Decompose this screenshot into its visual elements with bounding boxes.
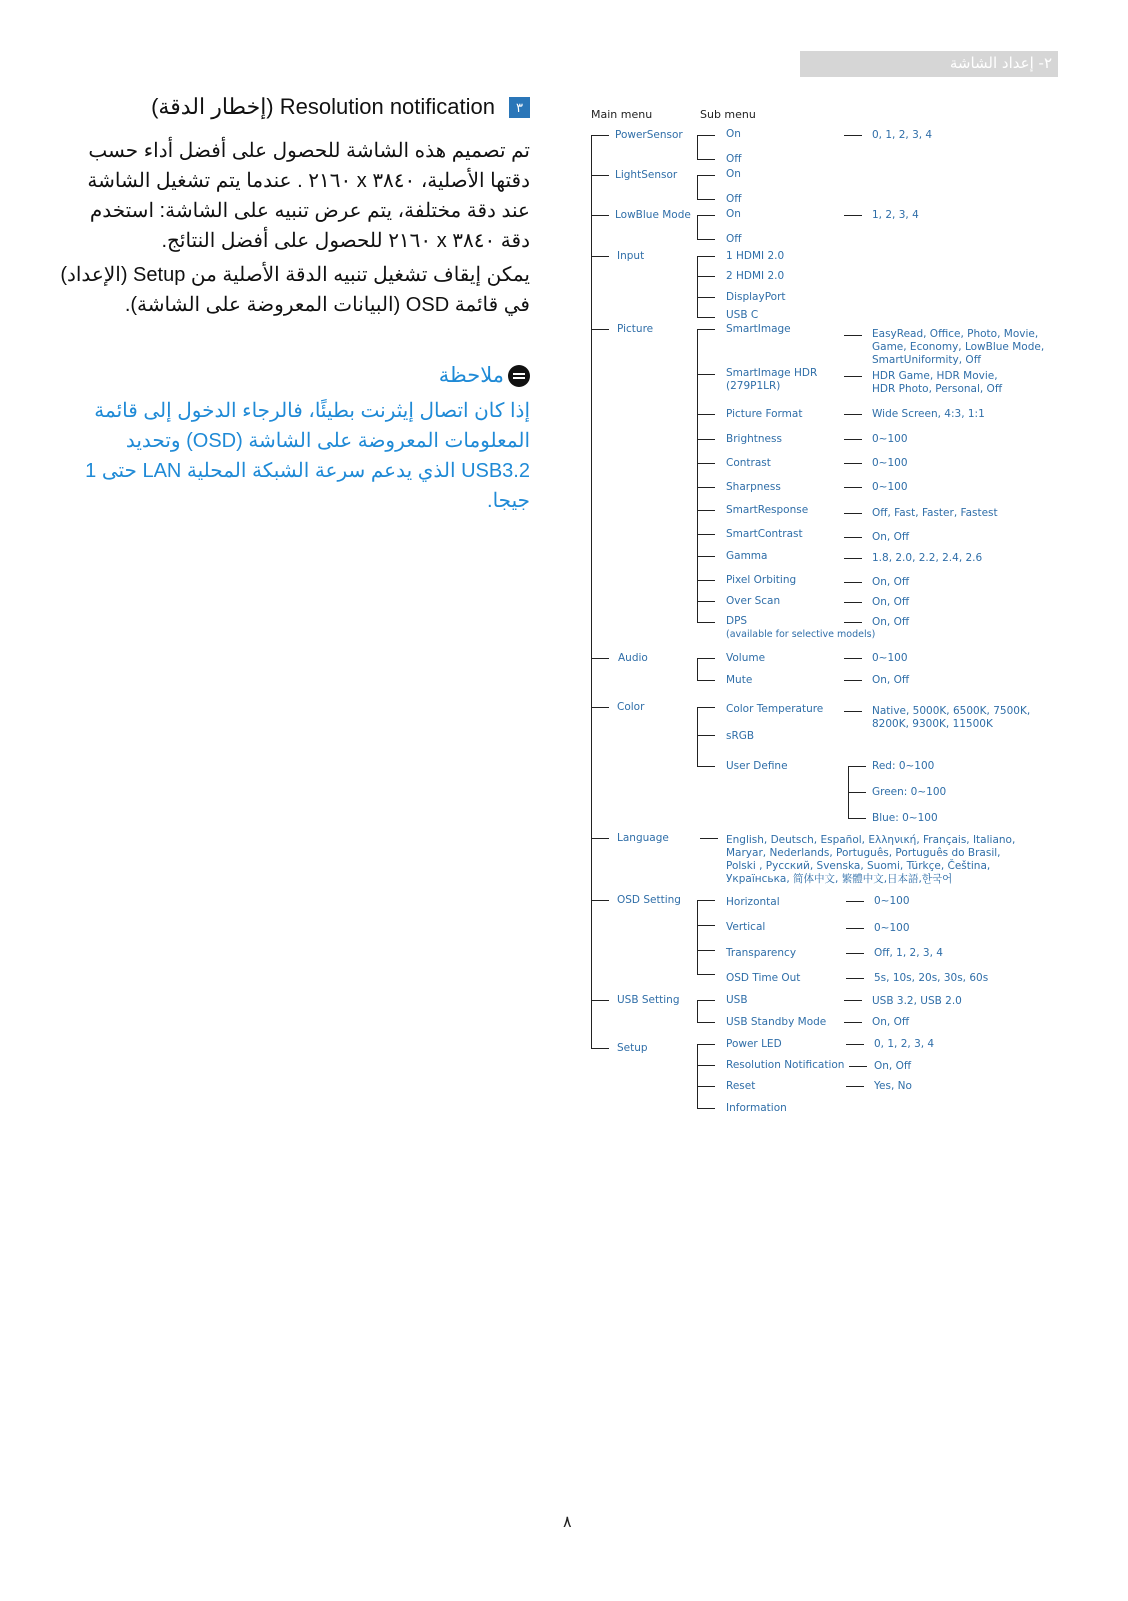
sub-item-usb-c: USB C bbox=[726, 309, 759, 321]
main-item-language: Language bbox=[617, 832, 669, 844]
sub-spine-line bbox=[697, 900, 698, 974]
sub-spine-line bbox=[697, 1044, 698, 1108]
sub-item-reset: Reset bbox=[726, 1080, 756, 1092]
sub-item-dps: DPS bbox=[726, 615, 748, 627]
value-smartimage: EasyRead, Office, Photo, Movie, Game, Economy, LowBlue Mode, SmartUniformity, Off bbox=[872, 328, 1045, 366]
sub-item-resolution-notification: Resolution Notification bbox=[726, 1059, 845, 1071]
value-line bbox=[844, 711, 862, 712]
branch-line bbox=[591, 1000, 609, 1001]
branch-line bbox=[697, 1000, 715, 1001]
branch-line bbox=[848, 792, 866, 793]
value-line bbox=[844, 135, 862, 136]
branch-line bbox=[697, 159, 715, 160]
sub-menu-header: Sub menu bbox=[700, 108, 756, 121]
main-item-audio: Audio bbox=[618, 652, 648, 664]
value-line bbox=[844, 1000, 862, 1001]
main-item-usb-setting: USB Setting bbox=[617, 994, 680, 1006]
branch-line bbox=[591, 707, 609, 708]
value-blue: Blue: 0~100 bbox=[872, 812, 938, 824]
value-line bbox=[846, 953, 864, 954]
sub-item-horizontal: Horizontal bbox=[726, 896, 780, 908]
value-picture-format: Wide Screen, 4:3, 1:1 bbox=[872, 408, 985, 420]
sub-item-color-temperature: Color Temperature bbox=[726, 703, 824, 715]
value-usb: USB 3.2, USB 2.0 bbox=[872, 995, 962, 1007]
branch-line bbox=[697, 622, 715, 623]
branch-line bbox=[697, 175, 715, 176]
sub-item-smartresponse: SmartResponse bbox=[726, 504, 809, 516]
sub-spine-line bbox=[697, 329, 698, 622]
sub-item-hdmi-1: 1 HDMI 2.0 bbox=[726, 250, 785, 262]
sub-item-lightsensor-off: Off bbox=[726, 193, 742, 205]
value-line bbox=[844, 487, 862, 488]
note-heading bbox=[439, 363, 530, 388]
note-title: ملاحظة bbox=[438, 364, 504, 387]
branch-line bbox=[591, 658, 609, 659]
sub-item-pixel-orbiting: Pixel Orbiting bbox=[726, 574, 797, 586]
value-reset: Yes, No bbox=[874, 1080, 912, 1092]
value-brightness: 0~100 bbox=[872, 433, 908, 445]
value-usb-standby: On, Off bbox=[872, 1016, 910, 1028]
main-menu-header: Main menu bbox=[591, 108, 653, 121]
branch-line bbox=[697, 487, 715, 488]
value-line bbox=[844, 439, 862, 440]
value-dps: On, Off bbox=[872, 616, 910, 628]
sub-item-mute: Mute bbox=[726, 674, 753, 686]
branch-line bbox=[591, 900, 609, 901]
branch-line bbox=[697, 1044, 715, 1045]
sub-item-powersensor-on: On bbox=[726, 128, 741, 140]
branch-line bbox=[697, 439, 715, 440]
branch-line bbox=[697, 1086, 715, 1087]
branch-line bbox=[697, 1022, 715, 1023]
value-powersensor: 0, 1, 2, 3, 4 bbox=[872, 129, 933, 141]
branch-line bbox=[697, 329, 715, 330]
branch-line bbox=[697, 707, 715, 708]
branch-line bbox=[697, 510, 715, 511]
sub-item-srgb: sRGB bbox=[726, 730, 755, 742]
value-pixel-orbiting: On, Off bbox=[872, 576, 910, 588]
value-line bbox=[844, 463, 862, 464]
sub-spine-line bbox=[697, 135, 698, 159]
section-number: ٣ bbox=[509, 97, 530, 118]
value-line bbox=[844, 215, 862, 216]
branch-line bbox=[697, 374, 715, 375]
section-heading bbox=[151, 94, 530, 120]
main-item-powersensor: PowerSensor bbox=[615, 129, 683, 141]
value-smartimage-hdr: HDR Game, HDR Movie, HDR Photo, Personal, Off bbox=[872, 370, 1003, 395]
branch-line bbox=[697, 239, 715, 240]
branch-line bbox=[697, 463, 715, 464]
sub-spine-line bbox=[697, 175, 698, 199]
value-osd-time-out: 5s, 10s, 20s, 30s, 60s bbox=[874, 972, 989, 984]
value-lowblue: 1, 2, 3, 4 bbox=[872, 209, 919, 221]
main-item-setup: Setup bbox=[617, 1042, 648, 1054]
main-spine-line bbox=[591, 135, 592, 1049]
main-item-lightsensor: LightSensor bbox=[615, 169, 678, 181]
value-line bbox=[844, 376, 862, 377]
value-line bbox=[846, 978, 864, 979]
value-line bbox=[844, 1022, 862, 1023]
sub-item-power-led: Power LED bbox=[726, 1038, 782, 1050]
branch-line bbox=[697, 1065, 715, 1066]
branch-line bbox=[697, 534, 715, 535]
sub-spine-line bbox=[697, 1000, 698, 1022]
main-item-picture: Picture bbox=[617, 323, 654, 335]
branch-line bbox=[697, 680, 715, 681]
branch-line bbox=[697, 766, 715, 767]
sub-item-usb: USB bbox=[726, 994, 748, 1006]
branch-line bbox=[591, 175, 609, 176]
branch-line bbox=[697, 900, 715, 901]
value-sharpness: 0~100 bbox=[872, 481, 908, 493]
sub-item-displayport: DisplayPort bbox=[726, 291, 786, 303]
branch-line bbox=[591, 1048, 609, 1049]
sub-item-lowblue-off: Off bbox=[726, 233, 742, 245]
branch-line bbox=[697, 601, 715, 602]
value-green: Green: 0~100 bbox=[872, 786, 947, 798]
value-line bbox=[844, 602, 862, 603]
value-line bbox=[846, 928, 864, 929]
sub-item-user-define: User Define bbox=[726, 760, 788, 772]
value-over-scan: On, Off bbox=[872, 596, 910, 608]
sub-item-smartimage-hdr: SmartImage HDR (279P1LR) bbox=[726, 367, 818, 392]
main-item-osd-setting: OSD Setting bbox=[617, 894, 681, 906]
branch-line bbox=[697, 925, 715, 926]
value-line bbox=[846, 1044, 864, 1045]
branch-line bbox=[697, 658, 715, 659]
value-volume: 0~100 bbox=[872, 652, 908, 664]
branch-line bbox=[591, 838, 609, 839]
branch-line bbox=[591, 256, 609, 257]
value-vertical: 0~100 bbox=[874, 922, 910, 934]
value-smartresponse: Off, Fast, Faster, Fastest bbox=[872, 507, 998, 519]
dps-note: (available for selective models) bbox=[726, 629, 876, 640]
sub-spine-line bbox=[697, 256, 698, 317]
value-power-led: 0, 1, 2, 3, 4 bbox=[874, 1038, 935, 1050]
main-item-color: Color bbox=[617, 701, 645, 713]
main-item-input: Input bbox=[617, 250, 645, 262]
branch-line bbox=[697, 215, 715, 216]
sub-item-information: Information bbox=[726, 1102, 787, 1114]
value-line bbox=[844, 582, 862, 583]
sub-item-usb-standby-mode: USB Standby Mode bbox=[726, 1016, 827, 1028]
value-contrast: 0~100 bbox=[872, 457, 908, 469]
value-transparency: Off, 1, 2, 3, 4 bbox=[874, 947, 943, 959]
sub-item-transparency: Transparency bbox=[726, 947, 797, 959]
value-mute: On, Off bbox=[872, 674, 910, 686]
value-language: English, Deutsch, Español, Ελληνική, Français, Italiano, Maryar, Nederlands, Português, Português do Brasil, Polski , Русский, Svenska, Suomi, Türkçe, Čeština, Українська, 简体中文, 繁體中文,日本語,한국어 bbox=[726, 834, 1016, 885]
value-line bbox=[844, 680, 862, 681]
sub-item-brightness: Brightness bbox=[726, 433, 782, 445]
sub-item-contrast: Contrast bbox=[726, 457, 771, 469]
sub-item-lightsensor-on: On bbox=[726, 168, 741, 180]
branch-line bbox=[697, 256, 715, 257]
branch-line bbox=[697, 974, 715, 975]
branch-line bbox=[591, 215, 609, 216]
value-red: Red: 0~100 bbox=[872, 760, 935, 772]
value-line bbox=[846, 901, 864, 902]
value-line bbox=[846, 1086, 864, 1087]
branch-line bbox=[697, 199, 715, 200]
value-line bbox=[844, 622, 862, 623]
section-title: Resolution notification (إخطار الدقة) bbox=[151, 94, 495, 119]
value-color-temperature: Native, 5000K, 6500K, 7500K, 8200K, 9300K, 11500K bbox=[872, 705, 1031, 730]
note-icon bbox=[508, 365, 530, 387]
page-number: ٨ bbox=[563, 1512, 572, 1531]
value-gamma: 1.8, 2.0, 2.2, 2.4, 2.6 bbox=[872, 552, 983, 564]
branch-line bbox=[697, 1108, 715, 1109]
value-line bbox=[844, 414, 862, 415]
sub-spine-line bbox=[697, 707, 698, 766]
sub-item-sharpness: Sharpness bbox=[726, 481, 781, 493]
branch-line bbox=[848, 766, 866, 767]
branch-line bbox=[697, 276, 715, 277]
chapter-header bbox=[800, 51, 1058, 77]
sub-item-osd-time-out: OSD Time Out bbox=[726, 972, 801, 984]
value-resolution-notification: On, Off bbox=[874, 1060, 912, 1072]
sub-item-smartcontrast: SmartContrast bbox=[726, 528, 803, 540]
sub-item-lowblue-on: On bbox=[726, 208, 741, 220]
branch-line bbox=[697, 580, 715, 581]
sub-item-smartimage: SmartImage bbox=[726, 323, 791, 335]
branch-line bbox=[697, 556, 715, 557]
branch-line bbox=[700, 838, 718, 839]
sub-item-over-scan: Over Scan bbox=[726, 595, 781, 607]
branch-line bbox=[697, 414, 715, 415]
branch-line bbox=[697, 735, 715, 736]
value-line bbox=[844, 513, 862, 514]
branch-line bbox=[697, 297, 715, 298]
value-line bbox=[849, 1066, 867, 1067]
note-body: إذا كان اتصال إيثرنت بطيئًا، فالرجاء الدخول إلى قائمة المعلومات المعروضة على الشاشة (OSD) وتحديد USB3.2 الذي يدعم سرعة الشبكة المحلية LAN حتى 1 جيجا. bbox=[85, 400, 530, 512]
sub-item-powersensor-off: Off bbox=[726, 153, 742, 165]
sub-item-picture-format: Picture Format bbox=[726, 408, 803, 420]
branch-line bbox=[591, 329, 609, 330]
value-horizontal: 0~100 bbox=[874, 895, 910, 907]
paragraph-setup: يمكن إيقاف تشغيل تنبيه الدقة الأصلية من Setup (الإعداد) في قائمة OSD (البيانات المعروضة على الشاشة). bbox=[60, 264, 530, 316]
value-line bbox=[844, 658, 862, 659]
sub-item-volume: Volume bbox=[726, 652, 766, 664]
branch-line bbox=[697, 317, 715, 318]
value-line bbox=[844, 537, 862, 538]
branch-line bbox=[697, 135, 715, 136]
main-item-lowblue-mode: LowBlue Mode bbox=[615, 209, 691, 221]
sub-spine-line bbox=[697, 658, 698, 680]
sub-spine-line bbox=[697, 215, 698, 239]
branch-line bbox=[591, 135, 609, 136]
value-line bbox=[844, 558, 862, 559]
paragraph-resolution: تم تصميم هذه الشاشة للحصول على أفضل أداء حسب دقتها الأصلية، ٣٨٤٠ x ٢١٦٠ . عندما يتم تشغيل الشاشة عند دقة مختلفة، يتم عرض تنبيه على الشاشة: استخدم دقة ٣٨٤٠ x ٢١٦٠ للحصول على أفضل النتائج. bbox=[87, 140, 530, 252]
branch-line bbox=[848, 818, 866, 819]
chapter-title: ٢- إعداد الشاشة bbox=[949, 54, 1052, 72]
sub-item-gamma: Gamma bbox=[726, 550, 768, 562]
value-line bbox=[844, 335, 862, 336]
branch-line bbox=[697, 950, 715, 951]
value-smartcontrast: On, Off bbox=[872, 531, 910, 543]
sub-item-hdmi-2: 2 HDMI 2.0 bbox=[726, 270, 785, 282]
sub-item-vertical: Vertical bbox=[726, 921, 766, 933]
